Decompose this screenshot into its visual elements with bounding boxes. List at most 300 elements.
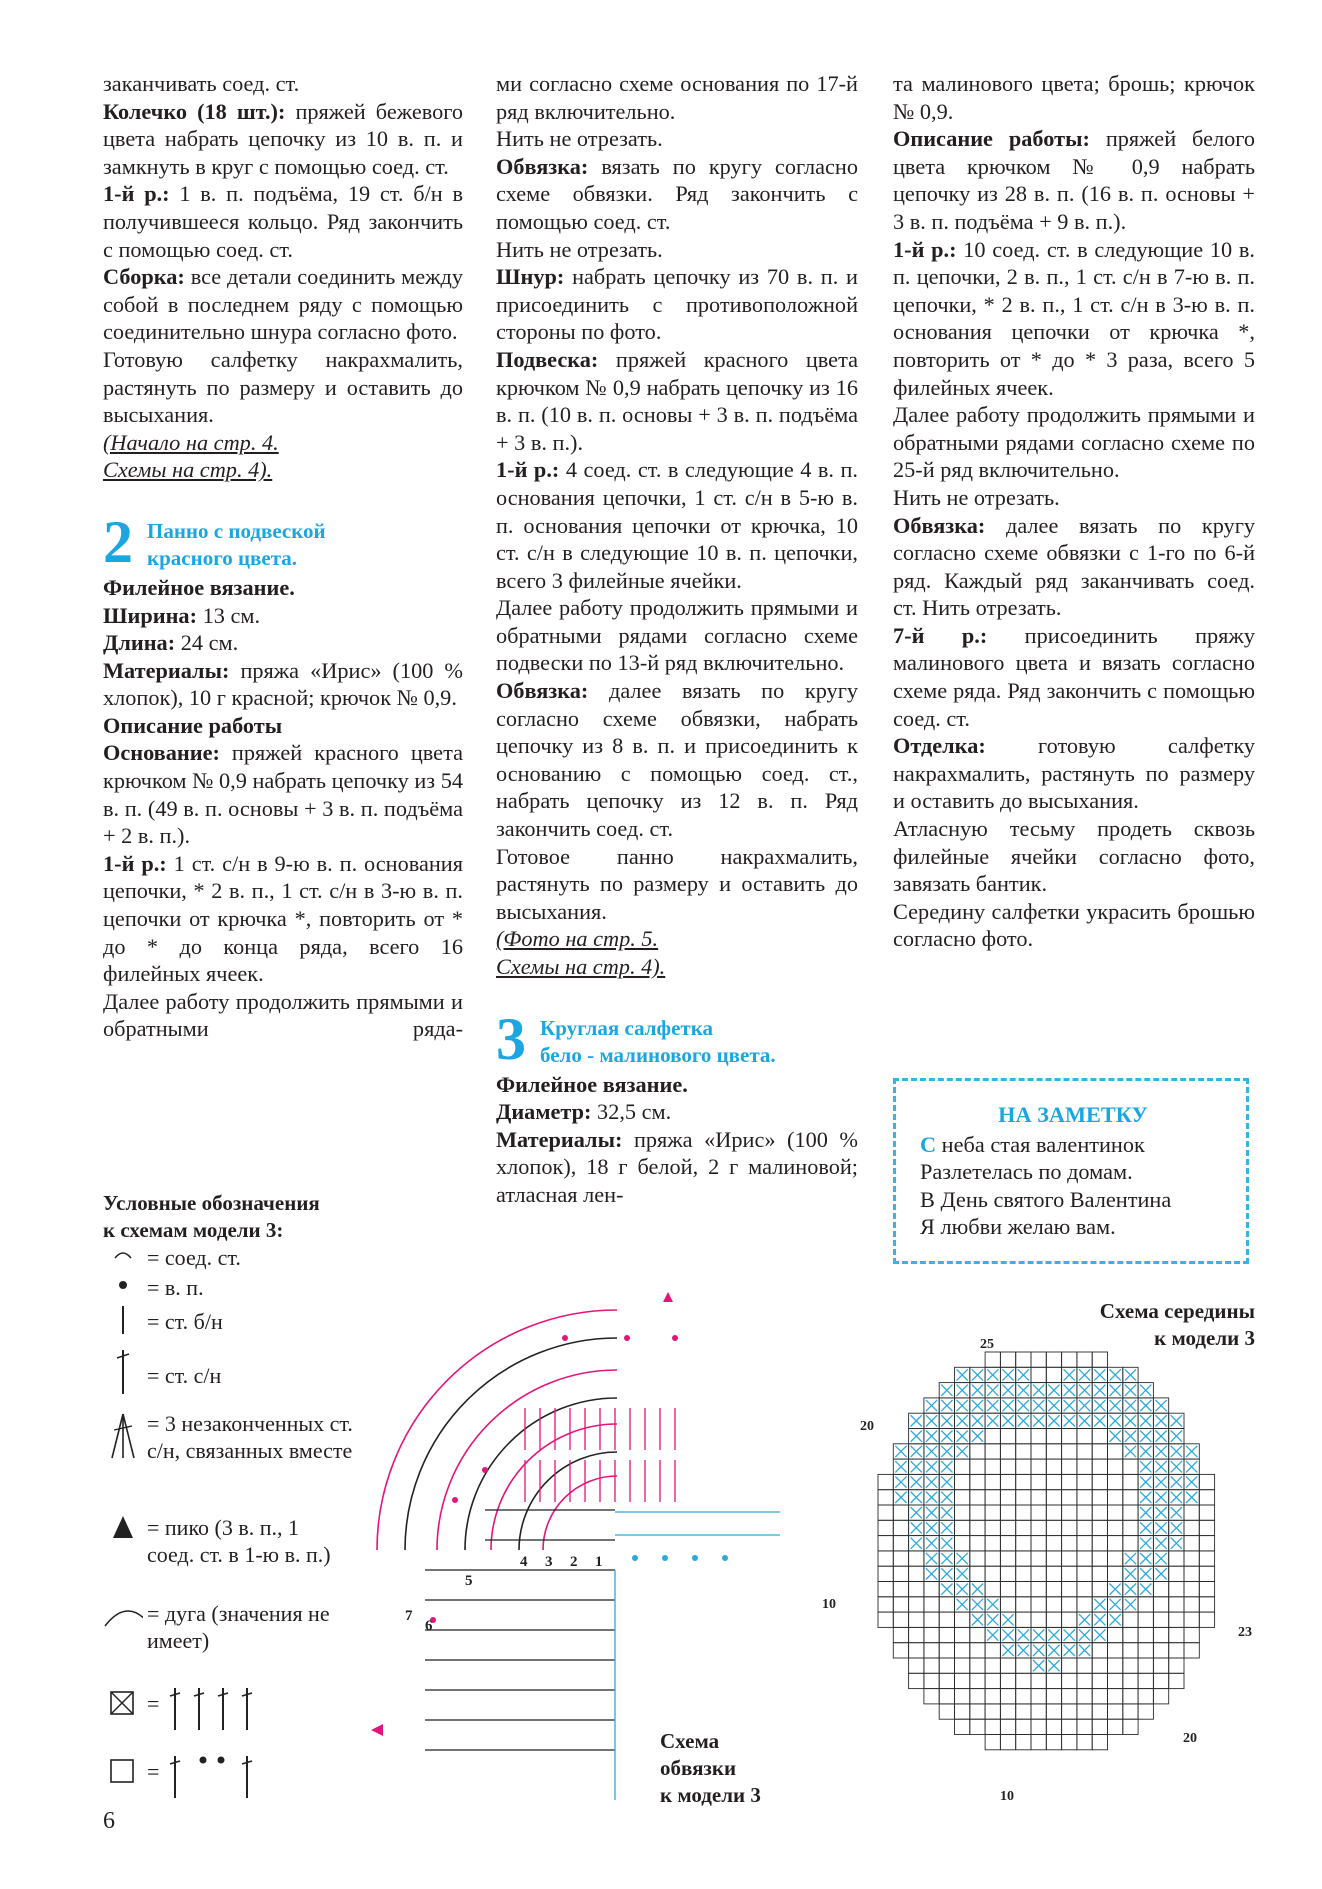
grid-cell <box>924 1612 939 1627</box>
grid-cell <box>970 1566 985 1581</box>
grid-cell <box>985 1490 1000 1505</box>
grid-cross-mark <box>926 1461 937 1472</box>
grid-cell <box>1138 1673 1153 1688</box>
grid-cell <box>1031 1429 1046 1444</box>
grid-cell <box>1153 1582 1168 1597</box>
note-title: НА ЗАМЕТКУ <box>998 1102 1148 1127</box>
paragraph <box>496 677 858 843</box>
grid-cell <box>955 1673 970 1688</box>
grid-cell <box>1108 1459 1123 1474</box>
grid-cell <box>1031 1582 1046 1597</box>
grid-cell <box>1123 1612 1138 1627</box>
grid-cell <box>1031 1352 1046 1367</box>
grid-cell <box>1092 1490 1107 1505</box>
grid-cell <box>1138 1627 1153 1642</box>
grid-cell <box>1092 1735 1107 1750</box>
grid-cell <box>1000 1673 1015 1688</box>
grid-cross-mark <box>911 1415 922 1426</box>
grid-cell <box>1123 1643 1138 1658</box>
grid-cross-mark <box>1140 1584 1151 1595</box>
grid-cell <box>1077 1582 1092 1597</box>
grid-cell <box>1108 1643 1123 1658</box>
grid-cell <box>1108 1689 1123 1704</box>
paragraph <box>496 1126 858 1209</box>
grid-cell <box>1199 1536 1214 1551</box>
subheading: 1-й р.: <box>893 236 957 262</box>
grid-cell <box>1108 1551 1123 1566</box>
paragraph <box>496 153 858 236</box>
grid-cell <box>1062 1429 1077 1444</box>
grid-cross-mark <box>1064 1645 1075 1656</box>
grid-cross-mark <box>957 1446 968 1457</box>
paragraph: Нить не отрезать. <box>496 126 663 152</box>
grid-cell <box>985 1459 1000 1474</box>
grid-cross-mark <box>1125 1446 1136 1457</box>
grid-cell <box>1062 1566 1077 1581</box>
grid-cell <box>878 1582 893 1597</box>
grid-cell <box>939 1704 954 1719</box>
grid-cross-mark <box>1155 1415 1166 1426</box>
grid-cross-mark <box>1002 1415 1013 1426</box>
grid-cross-mark <box>1155 1522 1166 1533</box>
column-3 <box>893 70 1255 953</box>
grid-cell <box>1046 1367 1061 1382</box>
grid-cell <box>985 1673 1000 1688</box>
legend-item <box>103 1686 255 1732</box>
grid-cross-mark <box>941 1400 952 1411</box>
grid-cross-mark <box>1171 1431 1182 1442</box>
row-label: 3 <box>545 1554 553 1570</box>
page-reference <box>496 953 858 981</box>
grid-cell <box>1062 1505 1077 1520</box>
grid-cell <box>1062 1719 1077 1734</box>
section-number: 3 <box>496 1005 526 1072</box>
edging-scheme-caption <box>660 1728 761 1809</box>
grid-cross-mark <box>911 1507 922 1518</box>
grid-cell <box>1108 1673 1123 1688</box>
grid-cell <box>1046 1582 1061 1597</box>
grid-cell <box>939 1597 954 1612</box>
grid-cross-mark <box>957 1599 968 1610</box>
grid-cross-mark <box>1079 1614 1090 1625</box>
grid-cell <box>955 1689 970 1704</box>
subheading: Сборка: <box>103 264 185 290</box>
grid-cell <box>939 1627 954 1642</box>
grid-cross-mark <box>1140 1461 1151 1472</box>
grid-cell <box>1062 1536 1077 1551</box>
grid-cell <box>909 1673 924 1688</box>
grid-cell <box>985 1520 1000 1535</box>
grid-cell <box>1046 1597 1061 1612</box>
text: присоединить пряжу малинового цвета и вязать согласно схеме ряда. Ряд закончить с помощью соед. ст. <box>893 622 1255 731</box>
grid-label: 10 <box>1000 1789 1014 1804</box>
paragraph: Готовую салфетку накрахмалить, растянуть по размеру и оставить до высыхания. <box>103 346 463 428</box>
row-label: 6 <box>425 1618 433 1634</box>
grid-cross-mark <box>987 1614 998 1625</box>
grid-cell <box>970 1643 985 1658</box>
grid-cross-mark <box>895 1461 906 1472</box>
grid-cell <box>1184 1643 1199 1658</box>
text: пряжа «Ирис» (100 % хлопок), 18 г белой, 2 г малиновой; атласная лен- <box>496 1126 858 1207</box>
subheading: Обвязка: <box>893 512 986 538</box>
grid-cell <box>1016 1566 1031 1581</box>
grid-cell <box>1092 1352 1107 1367</box>
grid-cross-mark <box>941 1415 952 1426</box>
grid-cell <box>1092 1673 1107 1688</box>
grid-cross-mark <box>957 1385 968 1396</box>
grid-cell <box>1016 1429 1031 1444</box>
grid-cell <box>878 1597 893 1612</box>
subheading: Шнур: <box>496 264 565 290</box>
title-line: красного цвета. <box>147 545 298 570</box>
grid-cell <box>1046 1490 1061 1505</box>
grid-cell <box>1062 1658 1077 1673</box>
grid-cross-mark <box>1140 1431 1151 1442</box>
grid-cell <box>1123 1474 1138 1489</box>
grid-cell <box>1123 1490 1138 1505</box>
grid-cell <box>924 1643 939 1658</box>
grid-cross-mark <box>1125 1568 1136 1579</box>
filled-cell-formula-icon <box>165 1686 255 1732</box>
grid-cell <box>878 1536 893 1551</box>
grid-cell <box>1046 1536 1061 1551</box>
grid-cross-mark <box>1155 1568 1166 1579</box>
grid-cross-mark <box>957 1431 968 1442</box>
grid-cell <box>1000 1429 1015 1444</box>
grid-cell <box>1092 1582 1107 1597</box>
text: пряжа «Ирис» (100 % хлопок), 10 г красной; крючок № 0,9. <box>103 657 463 711</box>
grid-cross-mark <box>1079 1385 1090 1396</box>
grid-cross-mark <box>957 1584 968 1595</box>
grid-cell <box>1199 1582 1214 1597</box>
grid-cell <box>1031 1612 1046 1627</box>
grid-cross-mark <box>1033 1629 1044 1640</box>
grid-cell <box>1169 1597 1184 1612</box>
grid-cell <box>1062 1689 1077 1704</box>
grid-cross-mark <box>987 1415 998 1426</box>
grid-cell <box>924 1627 939 1642</box>
grid-cell <box>1138 1689 1153 1704</box>
grid-cell <box>1092 1459 1107 1474</box>
grid-cross-mark <box>1048 1645 1059 1656</box>
grid-label: 20 <box>860 1419 874 1434</box>
grid-cell <box>1184 1505 1199 1520</box>
grid-cell <box>1062 1444 1077 1459</box>
text: пряжей бежевого цвета набрать цепочку из 10 в. п. и замкнуть в круг с помощью соед. ст. <box>103 98 463 179</box>
grid-cross-mark <box>1171 1522 1182 1533</box>
arc-small-icon <box>103 1244 143 1264</box>
grid-cell <box>924 1689 939 1704</box>
grid-cell <box>1153 1673 1168 1688</box>
grid-cell <box>893 1505 908 1520</box>
grid-cross-mark <box>1110 1614 1121 1625</box>
grid-cross-mark <box>1186 1492 1197 1503</box>
grid-cell <box>1123 1520 1138 1535</box>
grid-cell <box>1184 1597 1199 1612</box>
grid-cell <box>1123 1536 1138 1551</box>
grid-cell <box>955 1658 970 1673</box>
title-line: Круглая салфетка <box>540 1015 713 1040</box>
paragraph <box>103 98 463 181</box>
grid-cell <box>1108 1627 1123 1642</box>
grid-cross-mark <box>1110 1415 1121 1426</box>
grid-cell <box>1123 1689 1138 1704</box>
grid-cell <box>1062 1474 1077 1489</box>
grid-cell <box>1031 1735 1046 1750</box>
grid-cross-mark <box>941 1385 952 1396</box>
grid-cell <box>1000 1536 1015 1551</box>
grid-cell <box>1000 1566 1015 1581</box>
grid-cross-mark <box>1140 1522 1151 1533</box>
grid-cross-mark <box>1171 1538 1182 1549</box>
grid-cell <box>1016 1459 1031 1474</box>
grid-cell <box>1000 1474 1015 1489</box>
grid-cell <box>1092 1520 1107 1535</box>
grid-cell <box>1000 1689 1015 1704</box>
grid-cross-mark <box>1125 1400 1136 1411</box>
grid-cell <box>1016 1474 1031 1489</box>
grid-cell <box>878 1612 893 1627</box>
grid-cross-mark <box>1094 1614 1105 1625</box>
grid-cell <box>985 1474 1000 1489</box>
grid-cell <box>1108 1566 1123 1581</box>
grid-cell <box>1031 1505 1046 1520</box>
paragraph <box>893 622 1255 732</box>
grid-cross-mark <box>941 1522 952 1533</box>
legend-text: = ст. с/н <box>147 1363 222 1388</box>
title-line: Панно с подвеской <box>147 518 326 543</box>
grid-cell <box>1077 1520 1092 1535</box>
subheading: 1-й р.: <box>103 181 170 207</box>
grid-cell <box>1031 1704 1046 1719</box>
grid-cross-mark <box>1110 1431 1121 1442</box>
grid-cell <box>1031 1719 1046 1734</box>
grid-cell <box>1062 1520 1077 1535</box>
grid-cell <box>1199 1597 1214 1612</box>
grid-cell <box>1138 1704 1153 1719</box>
grid-cell <box>970 1459 985 1474</box>
grid-cross-mark <box>1186 1476 1197 1487</box>
grid-cross-mark <box>1018 1400 1029 1411</box>
grid-cell <box>1000 1551 1015 1566</box>
grid-cell <box>1000 1704 1015 1719</box>
grid-cell <box>970 1719 985 1734</box>
grid-cell <box>1000 1505 1015 1520</box>
grid-cell <box>1153 1612 1168 1627</box>
legend-title <box>103 1190 363 1244</box>
grid-cell <box>955 1536 970 1551</box>
grid-cross-mark <box>1002 1645 1013 1656</box>
grid-cell <box>1000 1352 1015 1367</box>
grid-cell <box>878 1566 893 1581</box>
grid-cell <box>1153 1597 1168 1612</box>
paragraph <box>893 236 1255 402</box>
grid-cell <box>1016 1719 1031 1734</box>
grid-label: 25 <box>980 1337 994 1352</box>
grid-cross-mark <box>941 1431 952 1442</box>
grid-cross-mark <box>1002 1385 1013 1396</box>
grid-cross-mark <box>957 1568 968 1579</box>
grid-cross-mark <box>941 1584 952 1595</box>
grid-cell <box>1199 1474 1214 1489</box>
row-label: 2 <box>570 1554 578 1570</box>
grid-cross-mark <box>1048 1400 1059 1411</box>
grid-cell <box>1077 1429 1092 1444</box>
grid-cell <box>955 1490 970 1505</box>
title-line: к схемам модели 3: <box>103 1218 284 1242</box>
page-number: 6 <box>103 1808 115 1834</box>
grid-cell <box>1016 1735 1031 1750</box>
grid-cell <box>970 1490 985 1505</box>
grid-cross-mark <box>1155 1431 1166 1442</box>
grid-label: 10 <box>822 1597 836 1612</box>
grid-cell <box>1092 1474 1107 1489</box>
grid-cell <box>1031 1444 1046 1459</box>
grid-cross-mark <box>1079 1645 1090 1656</box>
grid-cell <box>1031 1367 1046 1382</box>
text: все детали соединить между собой в последнем ряду с помощью соединительно шнура согласно фото. <box>103 264 463 345</box>
filled-cell-icon <box>103 1686 143 1716</box>
grid-cell <box>1046 1689 1061 1704</box>
grid-cell <box>878 1490 893 1505</box>
text: далее вязать по кругу согласно схеме обвязки с 1-го по 6-й ряд. Каждый ряд заканчивать соед. ст. Нить отрезать. <box>893 512 1255 621</box>
grid-cross-mark <box>1018 1369 1029 1380</box>
grid-cross-mark <box>926 1431 937 1442</box>
subheading: Длина: <box>103 630 176 656</box>
empty-cell-icon <box>103 1754 143 1784</box>
grid-cross-mark <box>1171 1492 1182 1503</box>
subheading: Описание работы: <box>893 126 1090 152</box>
grid-cross-mark <box>1140 1553 1151 1564</box>
link: Схемы на стр. 4). <box>496 954 666 979</box>
grid-cell <box>909 1658 924 1673</box>
grid-cell <box>1108 1658 1123 1673</box>
grid-cell <box>955 1459 970 1474</box>
grid-cross-mark <box>1018 1415 1029 1426</box>
grid-cross-mark <box>926 1400 937 1411</box>
grid-cross-mark <box>972 1584 983 1595</box>
grid-cell <box>1169 1658 1184 1673</box>
grid-cell <box>909 1582 924 1597</box>
grid-cell <box>1046 1459 1061 1474</box>
text: вязать по кругу согласно схеме обвязки. Ряд закончить с помощью соед. ст. <box>496 153 858 234</box>
grid-cell <box>985 1719 1000 1734</box>
subheading: Колечко (18 шт.): <box>103 98 286 124</box>
grid-cell <box>909 1643 924 1658</box>
text: 10 соед. ст. в следующие 10 в. п. цепочки, 2 в. п., 1 ст. с/н в 7-ю в. п. цепочки, * 2 в. п., 1 ст. с/н в 3-ю в. п. основания цепочки от крючка *, повторить от * до * 3 раза, всего 5 филейных ячеек. <box>893 236 1255 400</box>
grid-cell <box>878 1505 893 1520</box>
grid-cross-mark <box>1110 1369 1121 1380</box>
grid-cell <box>1108 1704 1123 1719</box>
grid-cell <box>955 1505 970 1520</box>
title-line: бело - малинового цвета. <box>540 1042 776 1067</box>
grid-cross-mark <box>1171 1507 1182 1518</box>
dot-icon <box>103 1274 143 1296</box>
subheading: 1-й р.: <box>496 457 560 483</box>
grid-cell <box>1108 1444 1123 1459</box>
section-3-heading <box>496 1005 858 1072</box>
grid-cell <box>1016 1520 1031 1535</box>
grid-cell <box>1123 1505 1138 1520</box>
grid-cell <box>893 1627 908 1642</box>
grid-cell <box>1000 1658 1015 1673</box>
grid-cell <box>1138 1658 1153 1673</box>
grid-cell <box>1062 1551 1077 1566</box>
grid-cross-mark <box>895 1492 906 1503</box>
grid-cell <box>1077 1551 1092 1566</box>
paragraph: Нить не отрезать. <box>893 484 1060 510</box>
grid-cell <box>1062 1704 1077 1719</box>
grid-cell <box>893 1597 908 1612</box>
poem-line <box>920 1131 1246 1159</box>
grid-cell <box>1046 1505 1061 1520</box>
grid-cross-mark <box>1033 1400 1044 1411</box>
note-box <box>893 1078 1249 1264</box>
grid-cross-mark <box>1094 1385 1105 1396</box>
grid-cell <box>1016 1597 1031 1612</box>
grid-cross-mark <box>972 1415 983 1426</box>
grid-cross-mark <box>926 1415 937 1426</box>
grid-cross-mark <box>972 1385 983 1396</box>
paragraph: ми согласно схеме основания по 17-й ряд включительно. <box>496 71 858 124</box>
grid-cell <box>1108 1505 1123 1520</box>
grid-cross-mark <box>911 1522 922 1533</box>
text: 32,5 см. <box>591 1099 672 1125</box>
grid-cell <box>1062 1597 1077 1612</box>
legend-item <box>103 1754 255 1800</box>
grid-cell <box>970 1704 985 1719</box>
caption-line: к модели 3 <box>1154 1326 1255 1350</box>
grid-cross-mark <box>1033 1660 1044 1671</box>
text: готовую салфетку накрахмалить, растянуть по размеру и оставить до высыхания. <box>893 733 1255 814</box>
grid-cell <box>1062 1582 1077 1597</box>
section-2-heading <box>103 508 463 575</box>
grid-cell <box>1031 1597 1046 1612</box>
paragraph <box>103 629 463 657</box>
row-label: 5 <box>465 1573 473 1589</box>
grid-cross-mark <box>957 1415 968 1426</box>
grid-cross-mark <box>926 1522 937 1533</box>
subheading: Материалы: <box>103 657 230 683</box>
caption-line: к модели 3 <box>660 1783 761 1807</box>
grid-cross-mark <box>1171 1446 1182 1457</box>
grid-cross-mark <box>1094 1599 1105 1610</box>
grid-cell <box>1123 1459 1138 1474</box>
grid-cell <box>985 1444 1000 1459</box>
grid-cell <box>1169 1673 1184 1688</box>
grid-cell <box>1092 1551 1107 1566</box>
grid-cell <box>893 1536 908 1551</box>
legend-item <box>103 1348 221 1396</box>
paragraph: Атласную тесьму продеть сквозь филейные ячейки согласно фото, завязать бантик. <box>893 816 1255 897</box>
grid-cross-mark <box>1048 1415 1059 1426</box>
subheading: 1-й р.: <box>103 850 167 876</box>
grid-cell <box>939 1673 954 1688</box>
grid-cell <box>1000 1490 1015 1505</box>
grid-cell <box>893 1643 908 1658</box>
grid-cell <box>985 1429 1000 1444</box>
grid-cross-mark <box>941 1476 952 1487</box>
grid-cell <box>1153 1643 1168 1658</box>
caption-line: обвязки <box>660 1756 737 1780</box>
text: 13 см. <box>197 602 261 628</box>
grid-cell <box>1138 1612 1153 1627</box>
row-label: 4 <box>520 1554 528 1570</box>
center-scheme <box>820 1330 1260 1810</box>
grid-cell <box>1169 1582 1184 1597</box>
grid-cross-mark <box>1094 1369 1105 1380</box>
grid-cross-mark <box>911 1476 922 1487</box>
